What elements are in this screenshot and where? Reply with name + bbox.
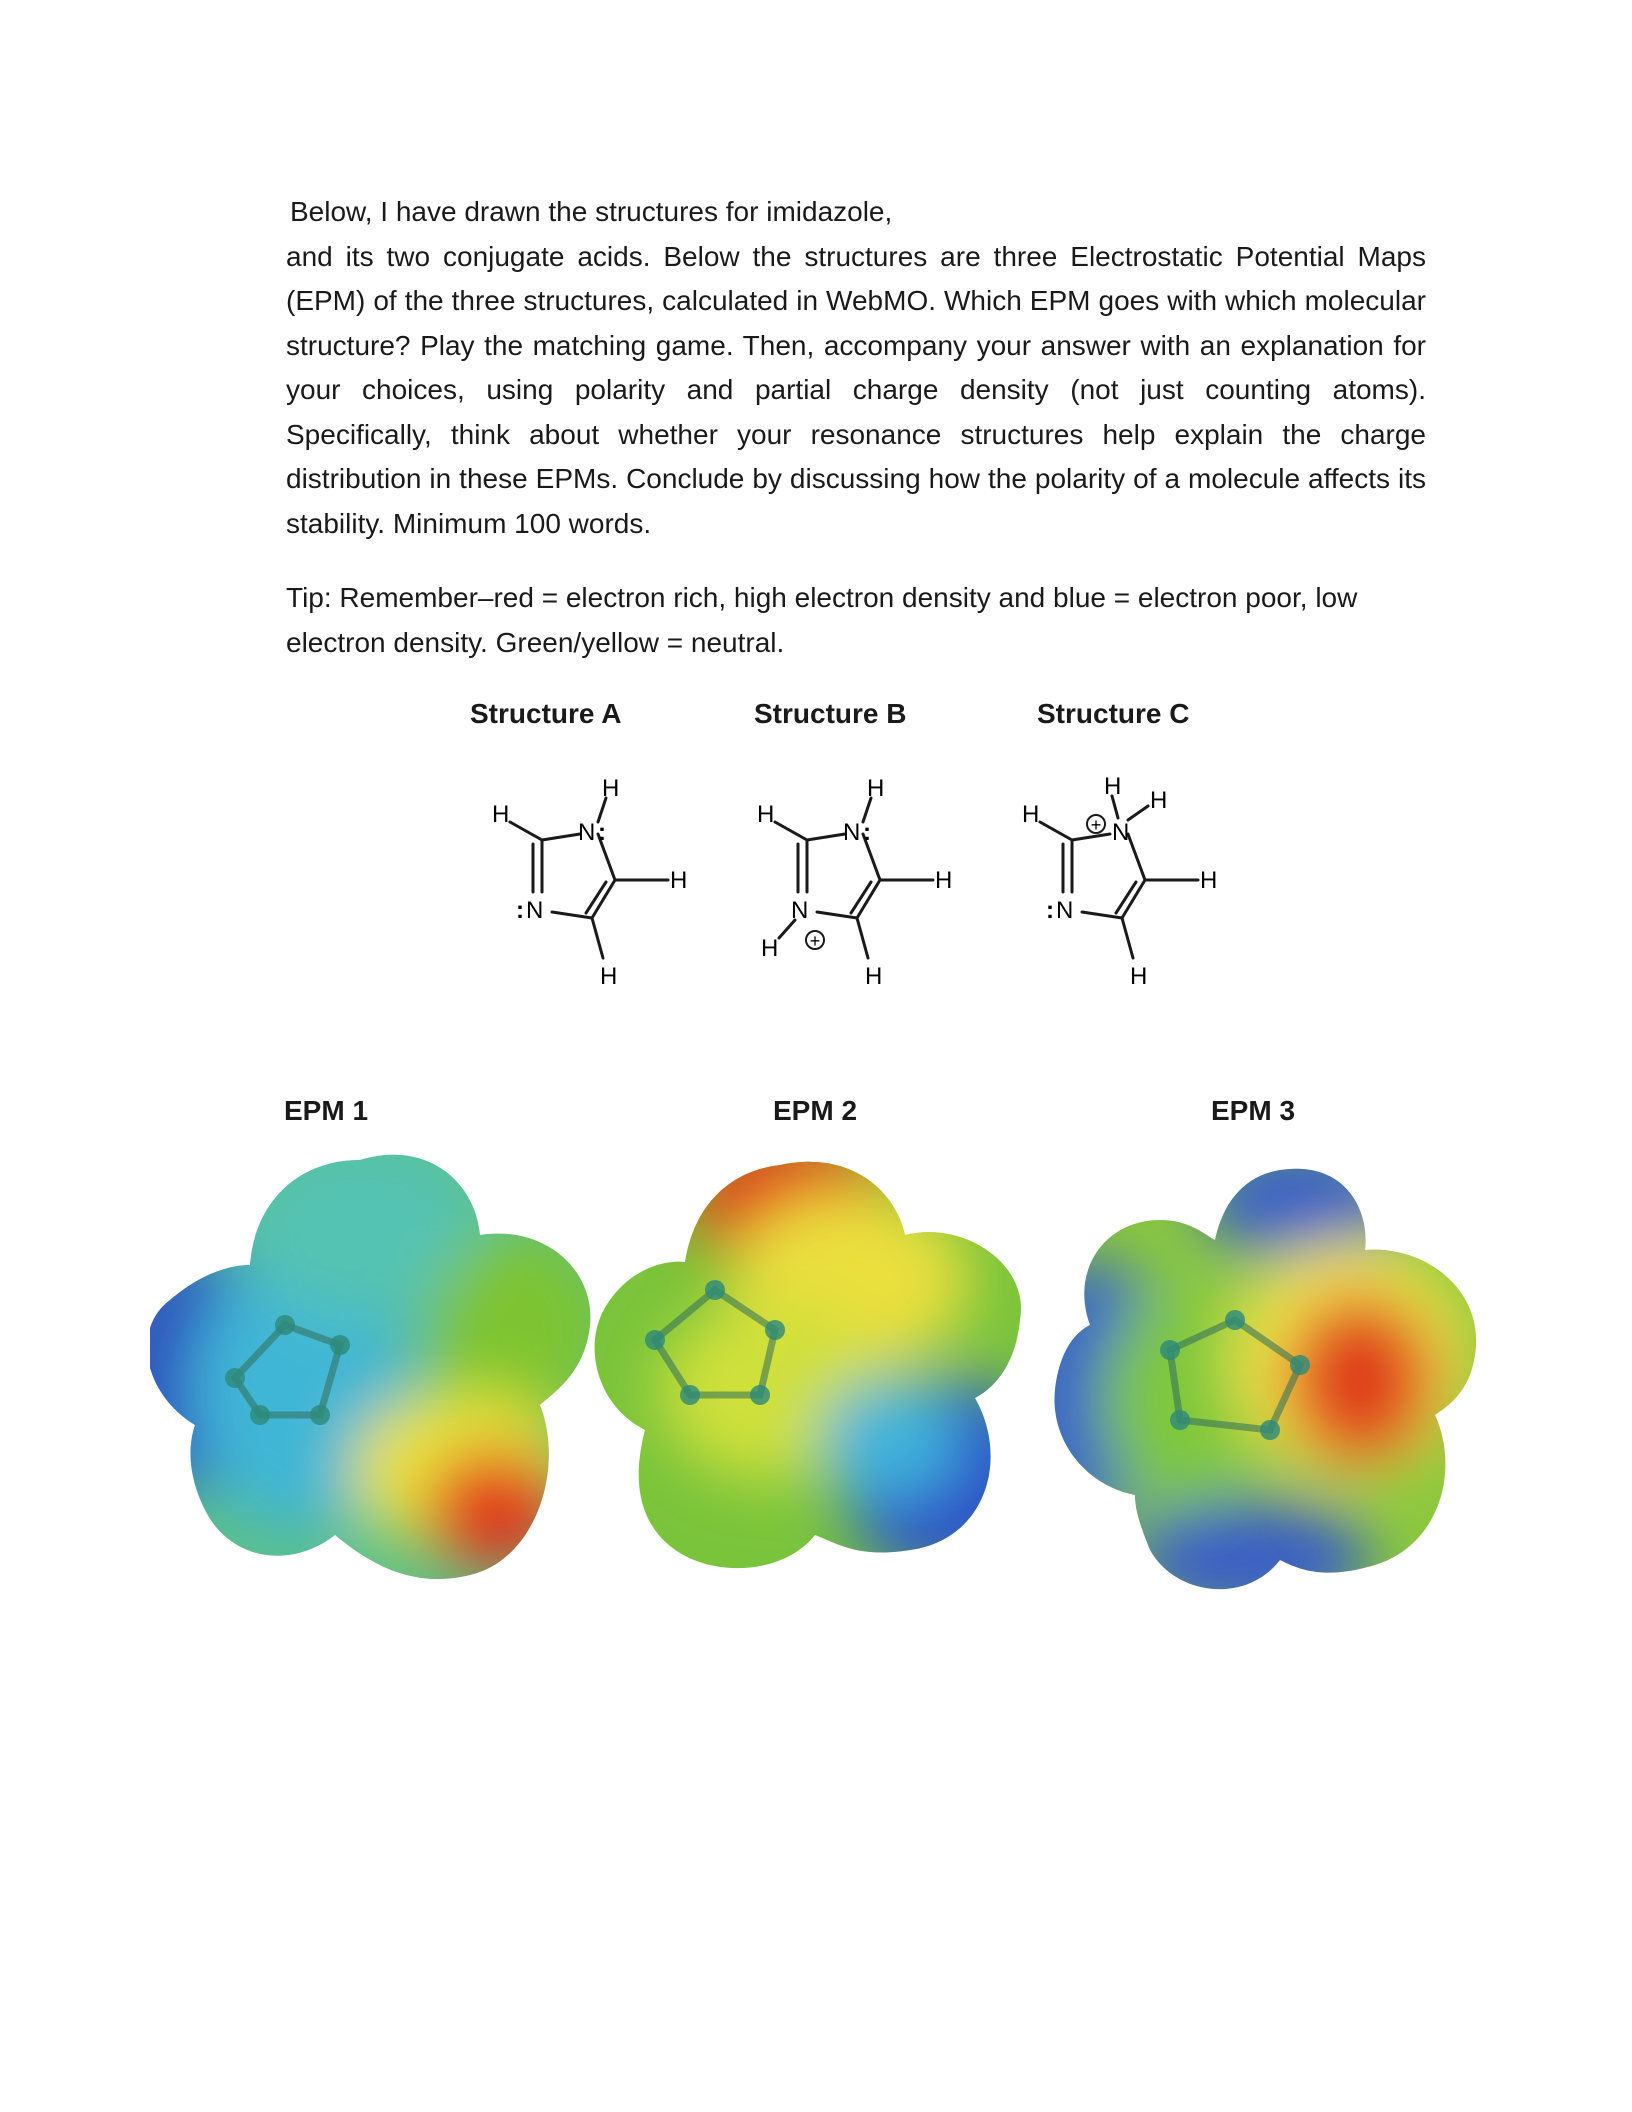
epm-2-label: EPM 2 — [773, 1095, 858, 1126]
structure-a-drawing — [470, 760, 710, 1000]
atom-n: N — [526, 897, 544, 924]
plus-charge: + — [1090, 815, 1102, 835]
atom-h: H — [492, 801, 510, 828]
atom-h: H — [757, 801, 775, 828]
structure-c-drawing — [1000, 760, 1240, 1000]
epm-3-label: EPM 3 — [1211, 1095, 1296, 1126]
atom-n: N — [843, 819, 861, 846]
lone-pair: : — [516, 897, 524, 924]
structure-c-label: Structure C — [1037, 698, 1190, 729]
atom-n: N — [1112, 819, 1130, 846]
plus-charge: + — [809, 931, 821, 951]
lone-pair: : — [863, 819, 871, 846]
question-text — [286, 190, 1426, 546]
atom-h: H — [1104, 773, 1122, 800]
atom-h: H — [1130, 963, 1148, 990]
epm-2-map — [570, 1140, 1060, 1600]
atom-h: H — [1200, 867, 1218, 894]
epm-1-label: EPM 1 — [284, 1095, 369, 1126]
atom-h: H — [867, 775, 885, 802]
lone-pair: : — [598, 819, 606, 846]
atom-n: N — [1056, 897, 1074, 924]
structure-b-drawing — [735, 760, 975, 1000]
atom-h: H — [1022, 801, 1040, 828]
epm-3-map — [1000, 1140, 1480, 1610]
atom-h: H — [602, 775, 620, 802]
atom-h: H — [670, 867, 688, 894]
atom-h: H — [600, 963, 618, 990]
question-body: and its two conjugate acids. Below the structures are three Electrostatic Potential Maps (EPM) of the three structures, calculated in WebMO. Which EPM goes with which molecular structure? Play the matching game. Then, accompany your answer with an explanation for your choices, using polarity and partial charge density (not just counting atoms). Specifically, think about whether your resonance structures help explain the charge distribution in these EPMs. Conclude by discussing how the polarity of a molecule affects its stability. Minimum 100 words. — [286, 240, 1426, 539]
epm-maps — [150, 1140, 1480, 1610]
atom-n: N — [791, 897, 809, 924]
structure-a-label: Structure A — [470, 698, 622, 729]
atom-h: H — [935, 867, 953, 894]
atom-h: H — [761, 935, 779, 962]
atom-h: H — [1150, 787, 1168, 814]
epm-1-map — [150, 1140, 630, 1610]
structure-b-label: Structure B — [754, 698, 907, 729]
intro-line: Below, I have drawn the structures for imidazole, — [290, 196, 893, 227]
atom-h: H — [865, 963, 883, 990]
tip-text: Tip: Remember–red = electron rich, high electron density and blue = electron poor, low electron density. Green/yellow = neutral. — [286, 582, 1358, 658]
lone-pair: : — [1046, 897, 1054, 924]
atom-n: N — [578, 819, 596, 846]
